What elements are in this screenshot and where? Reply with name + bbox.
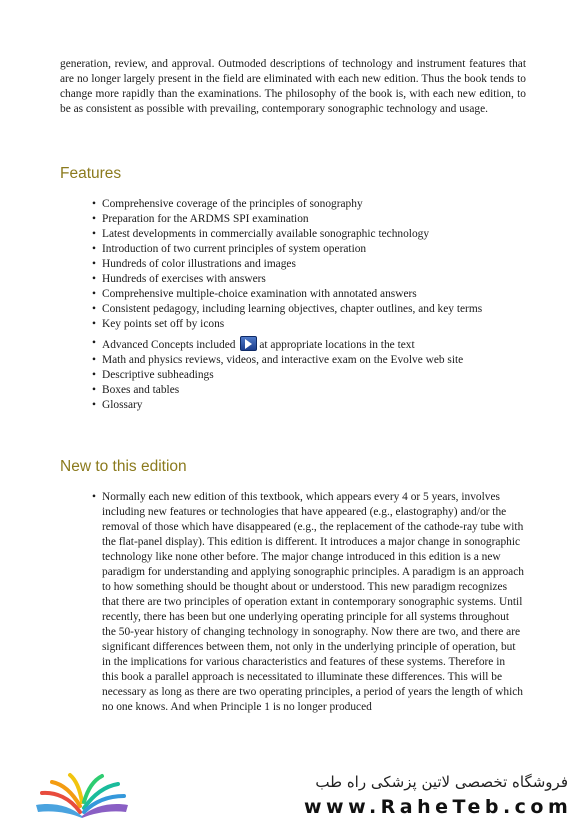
advanced-concepts-arrow-icon [240,336,257,351]
list-item: • Comprehensive coverage of the principles of sonography [92,197,532,212]
list-item: • Boxes and tables [92,383,532,398]
new-edition-paragraph: • Normally each new edition of this textbook, which appears every 4 or 5 years, involves including new features or technologies that have appeared (e.g., elastography) and/or the removal of those which have disappeared (e.g., the replacement of the cathode-ray tube with the flat-panel display). This edition is different. It introduces a major change in sonographic technology like none other before. The major change introduced in this edition is a new paradigm for understanding and applying sonographic principles. A paradigm is an approach to how something should be thought about or understood. This new paradigm recognizes that there are two principles of operation extant in contemporary sonographic systems. Until recently, there has been but one underlying operating principle for all systems throughout the 50-year history of changing technology in sonography. Now there are two, and there are significant differences between them, not only in the underlying principle of operation, but in the implications for various characteristics and features of these systems. Therefore in this book a parallel approach is necessitated to illuminate these differences. This will be necessary as long as there are two operating principles, a period of years the length of which no one knows. And when Principle 1 is no longer produced [92,490,524,715]
intro-paragraph: generation, review, and approval. Outmoded descriptions of technology and instrument features that are no longer largely present in the field are eliminated with each new edition. Thus the book tends to change more rapidly than the examinations. The philosophy of the book is, with each new edition, to be as consistent as possible with prevailing, contemporary sonographic technology and usage. [60,58,526,116]
list-item: • Latest developments in commercially available sonographic technology [92,227,532,242]
list-item: • Math and physics reviews, videos, and interactive exam on the Evolve web site [92,353,532,368]
advanced-concepts-suffix: at appropriate locations in the text [259,339,415,351]
new-edition-list [92,490,524,715]
list-item: • Preparation for the ARDMS SPI examination [92,212,532,227]
list-item: • Comprehensive multiple-choice examination with annotated answers [92,287,532,302]
list-item-advanced-concepts [92,336,532,353]
list-item: • Descriptive subheadings [92,368,532,383]
shop-name: فروشگاه تخصصی لاتین پزشکی راه طب [315,773,568,791]
site-url: www.RaheTeb.com [304,796,573,818]
features-heading: Features [60,165,122,182]
open-book-logo [32,772,132,820]
features-list [92,197,532,413]
list-item: • Introduction of two current principles of system operation [92,242,532,257]
list-item: • Consistent pedagogy, including learning objectives, chapter outlines, and key terms [92,302,532,317]
list-item: • Key points set off by icons [92,317,532,332]
list-item: • Hundreds of exercises with answers [92,272,532,287]
advanced-concepts-label: Advanced Concepts included [102,339,236,351]
list-item: • Hundreds of color illustrations and images [92,257,532,272]
list-item: • Glossary [92,398,532,413]
new-edition-heading: New to this edition [60,458,187,475]
